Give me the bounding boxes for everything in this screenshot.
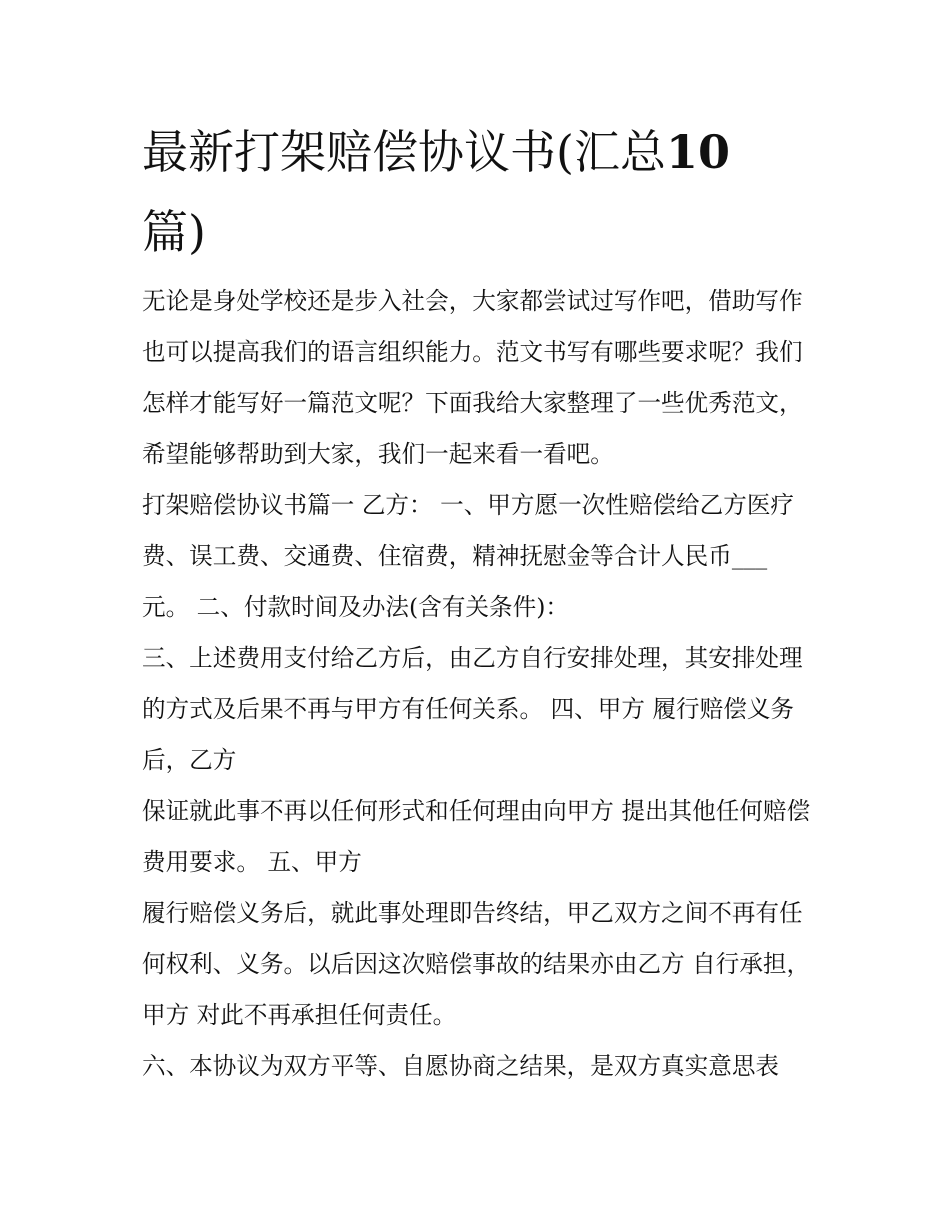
agreement-clause-paragraph: 三、上述费用支付给乙方后，由乙方自行安排处理，其安排处理的方式及后果不再与甲方有任何关系。 四、甲方 履行赔偿义务后，乙方 <box>142 644 803 774</box>
title-text: 最新打架赔偿协议书(汇总 <box>142 125 666 179</box>
document-body <box>142 276 812 1092</box>
title-text-continued: 篇) <box>142 205 206 259</box>
document-title <box>142 112 792 272</box>
intro-paragraph: 无论是身处学校还是步入社会，大家都尝试过写作吧，借助写作也可以提高我们的语言组织能力。范文书写有哪些要求呢？我们怎样才能写好一篇范文呢？下面我给大家整理了一些优秀范文，希望能够帮助到大家，我们一起来看一看吧。 <box>142 287 803 468</box>
agreement-clause-paragraph: 六、本协议为双方平等、自愿协商之结果，是双方真实意思表 <box>142 1052 780 1080</box>
agreement-clause-paragraph: 履行赔偿义务后，就此事处理即告终结，甲乙双方之间不再有任何权利、义务。以后因这次赔偿事故的结果亦由乙方 自行承担，甲方 对此不再承担任何责任。 <box>142 899 811 1029</box>
agreement-clause-paragraph: 打架赔偿协议书篇一 乙方： 一、甲方愿一次性赔偿给乙方医疗费、误工费、交通费、住宿费，精神抚慰金等合计人民币___元。 二、付款时间及办法(含有关条件)： <box>142 491 795 621</box>
agreement-clause-paragraph: 保证就此事不再以任何形式和任何理由向甲方 提出其他任何赔偿费用要求。 五、甲方 <box>142 797 811 876</box>
title-number: 10 <box>665 125 730 179</box>
